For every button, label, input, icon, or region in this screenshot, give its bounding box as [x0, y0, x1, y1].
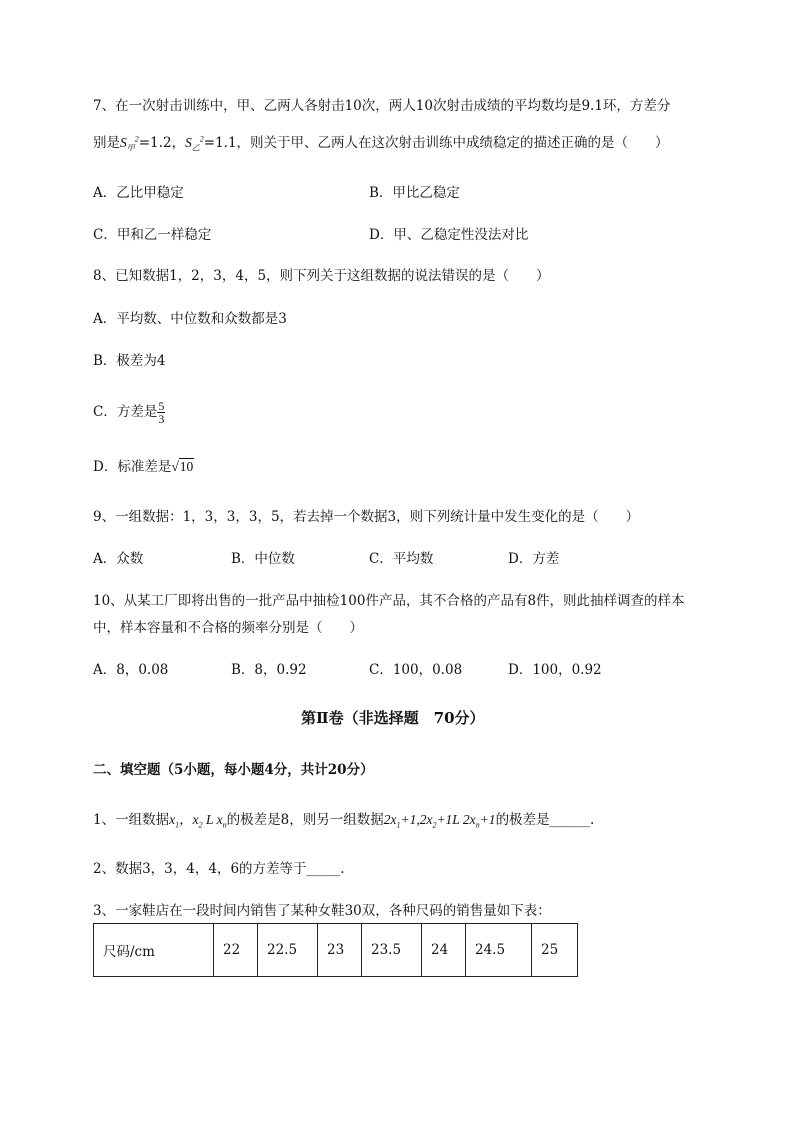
ellipsis: L — [202, 812, 217, 827]
term-plus: +1L 2x — [436, 812, 476, 827]
table-cell: 24.5 — [466, 924, 532, 977]
comma: ， — [179, 812, 193, 827]
s-letter: S — [185, 135, 192, 150]
q7-eq2: =1.1，则关于甲、乙两人在这次射击训练中成绩稳定的描述正确的是（ ） — [203, 135, 669, 151]
q10-stem-line2: 中，样本容量和不合格的频率分别是（ ） — [93, 620, 363, 636]
q10-option-b: B．8，0.92 — [231, 662, 307, 678]
term-2x: 2x — [383, 812, 397, 827]
math-x-sequence — [169, 812, 227, 830]
table-header-cell: 尺码/cm — [94, 924, 214, 977]
radicand: 10 — [179, 459, 194, 474]
term-plus: +1 — [479, 812, 496, 827]
q8-option-c-label: C．方差是 — [93, 404, 158, 420]
sub-2: 2 — [432, 820, 437, 830]
part2-title: 第Ⅱ卷（非选择题 70分） — [301, 709, 485, 727]
fill2-stem: 2、数据3，3，4，4，6的方差等于_____. — [93, 861, 345, 877]
sub-n: n — [222, 820, 227, 830]
q9-stem: 9、一组数据：1，3，3，3，5，若去掉一个数据3，则下列统计量中发生变化的是（ ） — [93, 509, 640, 525]
table-cell: 23 — [318, 924, 362, 977]
q7-stem-line1: 7、在一次射击训练中，甲、乙两人各射击10次，两人10次射击成绩的平均数均是9.1环，方差分 — [93, 98, 671, 114]
q7-stem-line2 — [93, 134, 669, 152]
q7-option-d: D．甲、乙稳定性没法对比 — [369, 227, 529, 243]
x-var: x — [216, 812, 223, 827]
q10-stem-line1: 10、从某工厂即将出售的一批产品中抽检100件产品，其不合格的产品有8件，则此抽样调查的样本 — [93, 593, 685, 609]
q10-option-c: C．100，0.08 — [369, 662, 463, 678]
sub-1: 1 — [396, 820, 401, 830]
q7-line2-prefix: 别是 — [93, 135, 120, 151]
table-cell: 23.5 — [362, 924, 422, 977]
q7-option-c: C．甲和乙一样稳定 — [93, 227, 212, 243]
term-plus: +1,2x — [400, 812, 433, 827]
q9-option-a: A．众数 — [93, 551, 144, 567]
table-row — [94, 924, 578, 977]
x-var: x — [192, 812, 199, 827]
fraction-numerator: 5 — [158, 399, 165, 413]
subscript-yi: 乙 — [191, 143, 200, 153]
fill3-stem: 3、一家鞋店在一段时间内销售了某种女鞋30双，各种尺码的销售量如下表： — [93, 903, 551, 919]
q8-option-b: B．极差为4 — [93, 353, 166, 369]
subscript-jia: 甲 — [126, 143, 135, 153]
fraction-5-3 — [157, 400, 165, 425]
q8-stem: 8、已知数据1，2，3，4，5，则下列关于这组数据的说法错误的是（ ） — [93, 268, 550, 284]
fraction-denominator: 3 — [158, 412, 165, 426]
radical-sign: √ — [171, 459, 179, 474]
superscript-2: 2 — [134, 134, 139, 144]
fill1-suffix: 的极差是______. — [495, 812, 595, 828]
sub-1: 1 — [175, 820, 180, 830]
math-expression — [383, 812, 496, 830]
superscript-2: 2 — [199, 134, 204, 144]
section-fill-blank-heading: 二、填空题（5小题，每小题4分，共计20分） — [93, 762, 374, 778]
sub-2: 2 — [198, 820, 203, 830]
table-cell: 25 — [532, 924, 578, 977]
q10-option-a: A．8，0.08 — [93, 662, 169, 678]
fill1-prefix: 1、一组数据 — [93, 812, 170, 828]
variance-symbol-yi — [185, 134, 204, 153]
table-cell: 22 — [214, 924, 258, 977]
x-var: x — [169, 812, 176, 827]
q8-option-d-label: D．标准差是 — [93, 459, 172, 475]
q7-eq1: =1.2， — [138, 135, 186, 151]
q10-option-d: D．100，0.92 — [508, 662, 602, 678]
fill1-stem — [93, 811, 594, 829]
s-letter: S — [120, 135, 127, 150]
table-cell: 22.5 — [258, 924, 318, 977]
variance-symbol-jia — [120, 134, 139, 153]
sub-n: n — [475, 820, 480, 830]
q9-option-b: B．中位数 — [231, 551, 295, 567]
q7-option-a: A．乙比甲稳定 — [93, 185, 184, 201]
q8-option-a: A．平均数、中位数和众数都是3 — [93, 311, 287, 327]
q8-option-d — [93, 458, 194, 476]
q9-option-c: C．平均数 — [369, 551, 434, 567]
sqrt-10 — [171, 458, 194, 474]
q8-option-c — [93, 400, 165, 425]
fill1-mid: 的极差是8，则另一组数据 — [226, 812, 384, 828]
q9-option-d: D．方差 — [508, 551, 560, 567]
table-cell: 24 — [422, 924, 466, 977]
q7-option-b: B．甲比乙稳定 — [369, 185, 460, 201]
size-table — [93, 923, 578, 977]
